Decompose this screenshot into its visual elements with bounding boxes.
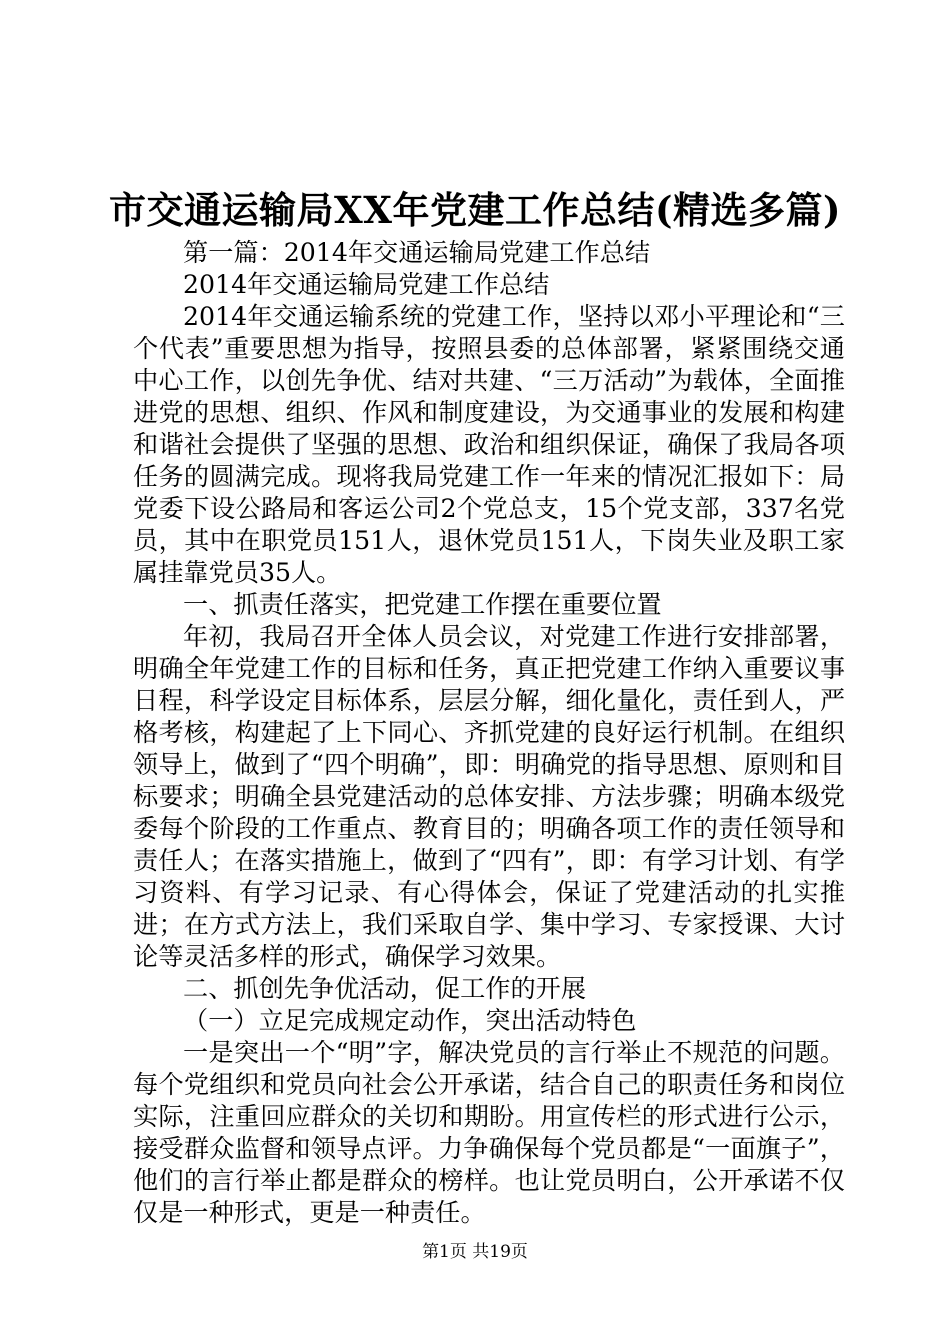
- paragraph-body-2: 一是突出一个“明”字，解决党员的言行举止不规范的问题。每个党组织和党员向社会公开承诺，结合自己的职责任务和岗位实际，注重回应群众的关切和期盼。用宣传栏的形式进行公示，接受群众监督和领导点评。力争确保每个党员都是“一面旗子”，他们的言行举止都是群众的榜样。也让党员明白，公开承诺不仅仅是一种形式，更是一种责任。: [133, 1038, 845, 1227]
- document-body: [133, 237, 845, 1229]
- paragraph-intro: 2014年交通运输系统的党建工作，坚持以邓小平理论和“三个代表”重要思想为指导，按照县委的总体部署，紧紧围绕交通中心工作，以创先争优、结对共建、“三万活动”为载体，全面推进党的思想、组织、作风和制度建设，为交通事业的发展和构建和谐社会提供了坚强的思想、政治和组织保证，确保了我局各项任务的圆满完成。现将我局党建工作一年来的情况汇报如下：局党委下设公路局和客运公司2个党总支，15个党支部，337名党员，其中在职党员151人，退休党员151人，下岗失业及职工家属挂靠党员35人。: [133, 302, 845, 587]
- paragraph-subheading-2-1: （一）立足完成规定动作，突出活动特色: [183, 1006, 637, 1035]
- paragraph-heading-2: 二、抓创先争优活动，促工作的开展: [183, 974, 586, 1003]
- paragraph-section-heading: 第一篇：2014年交通运输局党建工作总结: [183, 238, 651, 267]
- document-title: 市交通运输局XX年党建工作总结(精选多篇): [109, 188, 841, 232]
- paragraph-subtitle: 2014年交通运输局党建工作总结: [183, 270, 550, 299]
- paragraph-body-1: 年初，我局召开全体人员会议，对党建工作进行安排部署，明确全年党建工作的目标和任务，真正把党建工作纳入重要议事日程，科学设定目标体系，层层分解，细化量化，责任到人，严格考核，构建起了上下同心、齐抓党建的良好运行机制。在组织领导上，做到了“四个明确”，即：明确党的指导思想、原则和目标要求；明确全县党建活动的总体安排、方法步骤；明确本级党委每个阶段的工作重点、教育目的；明确各项工作的责任领导和责任人；在落实措施上，做到了“四有”，即：有学习计划、有学习资料、有学习记录、有心得体会，保证了党建活动的扎实推进；在方式方法上，我们采取自学、集中学习、专家授课、大讨论等灵活多样的形式，确保学习效果。: [133, 622, 845, 971]
- page-footer: 第1页 共19页: [422, 1242, 528, 1262]
- paragraph-heading-1: 一、抓责任落实，把党建工作摆在重要位置: [183, 590, 662, 619]
